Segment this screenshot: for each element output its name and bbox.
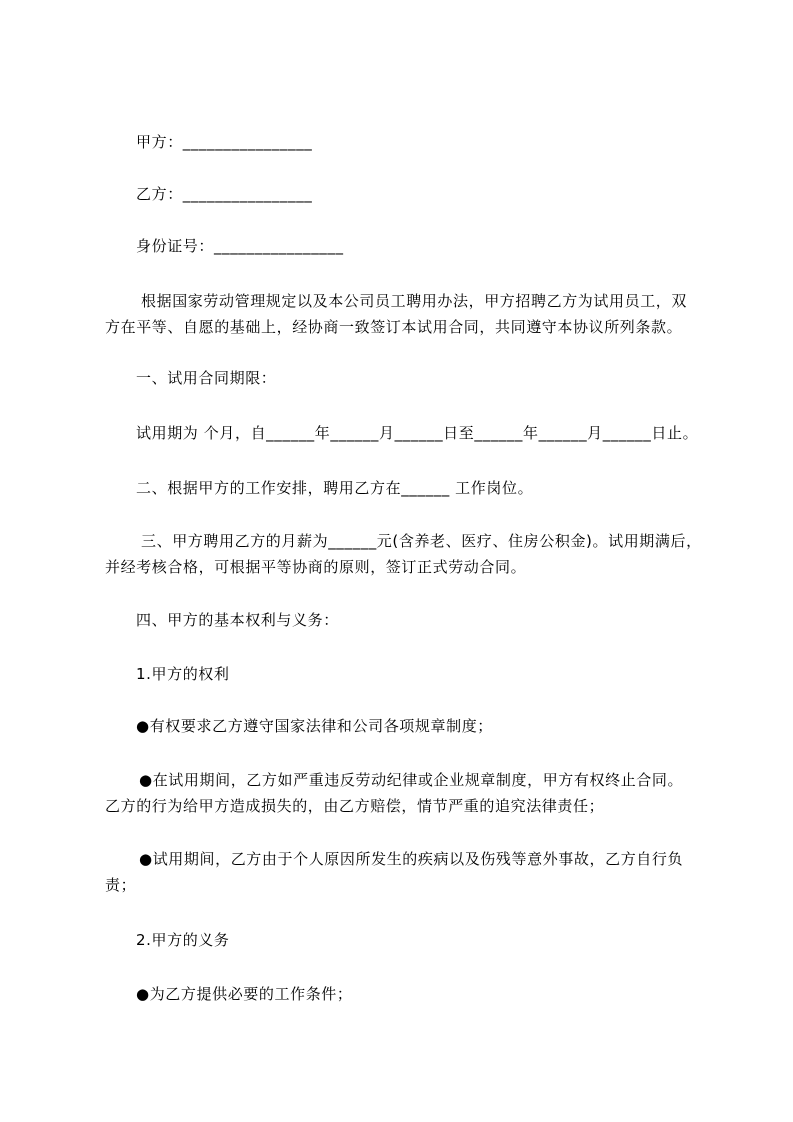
section3-line-1: 三、甲方聘用乙方的月薪为______元(含养老、医疗、住房公积金)。试用期满后， xyxy=(141,532,702,550)
duties-item-1: ●为乙方提供必要的工作条件； xyxy=(136,985,353,1003)
section1-heading: 一、试用合同期限： xyxy=(136,369,277,387)
id-number-field: 身份证号：________________ xyxy=(136,237,344,255)
intro-line-1: 根据国家劳动管理规定以及本公司员工聘用办法，甲方招聘乙方为试用员工，双 xyxy=(141,292,688,310)
section2-text: 二、根据甲方的工作安排，聘用乙方在______ 工作岗位。 xyxy=(136,479,534,497)
intro-line-2: 方在平等、自愿的基础上，经协商一致签订本试用合同，共同遵守本协议所列条款。 xyxy=(105,318,683,336)
party-a-field: 甲方：________________ xyxy=(136,133,313,151)
rights-item-3-line-2: 责； xyxy=(105,876,137,894)
rights-heading: 1.甲方的权利 xyxy=(136,665,230,683)
rights-item-3-line-1: ●试用期间，乙方由于个人原因所发生的疾病以及伤残等意外事故，乙方自行负 xyxy=(139,850,684,868)
section1-period: 试用期为 个月，自______年______月______日至______年______月______日止。 xyxy=(136,424,699,442)
rights-item-2-line-1: ●在试用期间，乙方如严重违反劳动纪律或企业规章制度，甲方有权终止合同。 xyxy=(139,771,684,789)
duties-heading: 2.甲方的义务 xyxy=(136,931,230,949)
rights-item-2-line-2: 乙方的行为给甲方造成损失的，由乙方赔偿，情节严重的追究法律责任； xyxy=(105,797,605,815)
section3-line-2: 并经考核合格，可根据平等协商的原则，签订正式劳动合同。 xyxy=(105,558,527,576)
rights-item-1: ●有权要求乙方遵守国家法律和公司各项规章制度； xyxy=(136,717,493,735)
party-b-field: 乙方：________________ xyxy=(136,185,313,203)
section4-heading: 四、甲方的基本权利与义务： xyxy=(136,611,339,629)
